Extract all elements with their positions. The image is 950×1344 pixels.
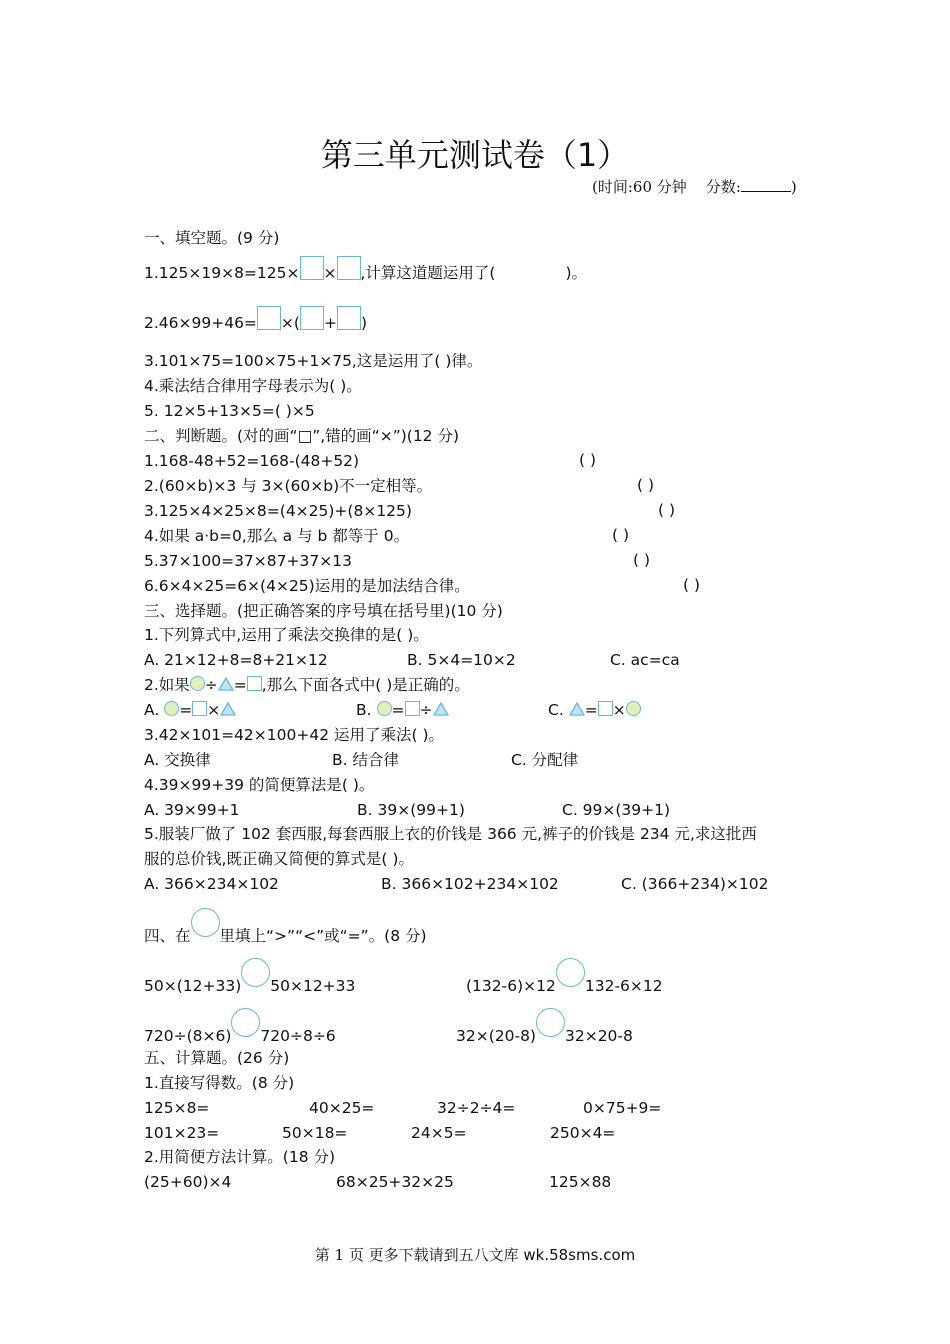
compare-left: (132-6)×12 — [466, 977, 556, 995]
square-shape-icon — [405, 701, 420, 716]
s1-q1-a: 1.125×19×8=125× — [144, 264, 300, 282]
triangle-shape-icon — [220, 702, 236, 716]
s1-q4: 4.乘法结合律用字母表示为( )。 — [144, 377, 362, 395]
calc-item: 125×8= — [144, 1099, 210, 1117]
close-paren: ) — [360, 314, 368, 332]
times-sign: × — [612, 701, 626, 719]
calc-item: 32÷2÷4= — [437, 1099, 516, 1117]
answer-paren: ( ) — [683, 576, 701, 594]
circle-shape-icon — [190, 676, 205, 691]
compare-circle — [556, 958, 585, 987]
s3-q3: 3.42×101=42×100+42 运用了乘法( )。 — [144, 726, 445, 744]
s1-q3: 3.101×75=100×75+1×75,这是运用了( )律。 — [144, 352, 483, 370]
s2-item: 6.6×4×25=6×(4×25)运用的是加法结合律。 — [144, 577, 470, 595]
times-paren: ×( — [280, 314, 300, 332]
opt-label: C. — [548, 701, 564, 719]
s3-q2-opt-b — [356, 700, 449, 720]
s2-item: 1.168-48+52=168-(48+52) — [144, 452, 360, 470]
eq-sign: = — [233, 676, 247, 694]
s3-q3-opt-a: A. 交换律 — [144, 751, 211, 769]
section1-heading: 一、填空题。(9 分) — [144, 229, 280, 247]
compare-right: 132-6×12 — [584, 977, 663, 995]
eq-sign: = — [584, 701, 598, 719]
s3-q2-a: 2.如果 — [144, 676, 190, 694]
s3-q1-opt-b: B. 5×4=10×2 — [407, 651, 516, 669]
compare-left: 32×(20-8) — [456, 1027, 536, 1045]
eq-sign: = — [179, 701, 193, 719]
triangle-shape-icon — [218, 677, 234, 691]
compare-item — [466, 958, 663, 996]
calc-item: 0×75+9= — [583, 1099, 662, 1117]
circle-shape-icon — [164, 701, 179, 716]
page-footer — [0, 1244, 950, 1265]
calc-item: 40×25= — [309, 1099, 375, 1117]
compare-right: 720÷8÷6 — [260, 1027, 336, 1045]
s3-q3-opt-c: C. 分配律 — [511, 751, 579, 769]
opt-label: B. — [356, 701, 372, 719]
section3-heading: 三、选择题。(把正确答案的序号填在括号里)(10 分) — [144, 602, 503, 620]
compare-item — [456, 1008, 633, 1046]
eq-sign: = — [391, 701, 405, 719]
calc-item: 50×18= — [282, 1124, 348, 1142]
s2-item: 3.125×4×25×8=(4×25)+(8×125) — [144, 502, 412, 520]
triangle-shape-icon — [433, 702, 449, 716]
s3-q2-opt-a — [144, 700, 236, 720]
times-sign: × — [207, 701, 221, 719]
calc-item: 101×23= — [144, 1124, 220, 1142]
calc-item: 250×4= — [550, 1124, 616, 1142]
compare-circle — [231, 1008, 260, 1037]
s3-q4-opt-b: B. 39×(99+1) — [357, 801, 465, 819]
s1-q2 — [144, 306, 367, 333]
compare-right: 32×20-8 — [564, 1027, 633, 1045]
opt-label: A. — [144, 701, 160, 719]
div-sign: ÷ — [419, 701, 433, 719]
times-sign: × — [323, 264, 337, 282]
s2-item: 4.如果 a·b=0,那么 a 与 b 都等于 0。 — [144, 527, 410, 545]
compare-left: 50×(12+33) — [144, 977, 242, 995]
s3-q1-opt-a: A. 21×12+8=8+21×12 — [144, 651, 328, 669]
answer-paren: ( ) — [658, 501, 676, 519]
compare-item — [144, 1008, 336, 1046]
footer-page: 第 1 页 更多下载请到五八文库 — [314, 1246, 524, 1264]
square-box — [300, 306, 324, 330]
s5-sub2: 2.用简便方法计算。(18 分) — [144, 1148, 336, 1166]
page-title: 第三单元测试卷（1） — [320, 136, 630, 174]
s1-q5: 5. 12×5+13×5=( )×5 — [144, 402, 315, 420]
section5-heading: 五、计算题。(26 分) — [144, 1049, 290, 1067]
calc-item: 125×88 — [549, 1173, 612, 1191]
s5-sub1: 1.直接写得数。(8 分) — [144, 1074, 295, 1092]
s3-q4-opt-c: C. 99×(39+1) — [562, 801, 671, 819]
answer-paren: ( ) — [637, 476, 655, 494]
plus-sign: + — [323, 314, 337, 332]
s3-q5-opt-c: C. (366+234)×102 — [621, 875, 769, 893]
calc-item: 24×5= — [411, 1124, 467, 1142]
s3-q2 — [144, 675, 470, 695]
s3-q1-opt-c: C. ac=ca — [610, 651, 680, 669]
compare-left: 720÷(8×6) — [144, 1027, 232, 1045]
s3-q2-b: ,那么下面各式中( )是正确的。 — [261, 676, 470, 694]
s3-q5-opt-a: A. 366×234×102 — [144, 875, 279, 893]
square-shape-icon — [247, 676, 262, 691]
s3-q1: 1.下列算式中,运用了乘法交换律的是( )。 — [144, 626, 429, 644]
s3-q3-opt-b: B. 结合律 — [332, 751, 399, 769]
section2-heading: 二、判断题。(对的画“□”,错的画“×”)(12 分) — [144, 427, 460, 445]
circle-shape-icon — [626, 701, 641, 716]
s3-q4-opt-a: A. 39×99+1 — [144, 801, 240, 819]
s4-heading-b: 里填上“>”“<”或“=”。(8 分) — [219, 927, 427, 945]
s4-heading-a: 四、在 — [144, 927, 191, 945]
div-sign: ÷ — [204, 676, 218, 694]
footer-site-link[interactable]: wk.58sms.com — [523, 1246, 636, 1264]
square-box — [257, 306, 281, 330]
s2-item: 2.(60×b)×3 与 3×(60×b)不一定相等。 — [144, 477, 433, 495]
answer-paren: ( ) — [612, 526, 630, 544]
score-blank — [741, 177, 791, 192]
time-score-line — [592, 176, 797, 197]
s1-q2-a: 2.46×99+46= — [144, 314, 257, 332]
square-box — [337, 256, 361, 280]
compare-circle — [191, 908, 220, 937]
s3-q4: 4.39×99+39 的简便算法是( )。 — [144, 776, 375, 794]
calc-item: (25+60)×4 — [144, 1173, 232, 1191]
triangle-shape-icon — [569, 702, 585, 716]
score-label: 分数: — [705, 178, 741, 196]
s3-q5-line2: 服的总价钱,既正确又简便的算式是( )。 — [144, 850, 414, 868]
compare-circle — [241, 958, 270, 987]
s1-q1-c: )。 — [565, 264, 588, 282]
s2-item: 5.37×100=37×87+37×13 — [144, 552, 352, 570]
square-box — [300, 256, 324, 280]
s3-q5-opt-b: B. 366×102+234×102 — [381, 875, 559, 893]
s1-q1 — [144, 256, 587, 283]
s1-q1-b: ,计算这道题运用了( — [360, 264, 496, 282]
square-shape-icon — [192, 701, 207, 716]
time-close: ) — [790, 178, 797, 196]
compare-item — [144, 958, 355, 996]
section4-heading — [144, 908, 427, 946]
answer-paren: ( ) — [633, 551, 651, 569]
square-box — [337, 306, 361, 330]
time-label: (时间:60 分钟 — [592, 178, 687, 196]
s3-q5-line1: 5.服装厂做了 102 套西服,每套西服上衣的价钱是 366 元,裤子的价钱是 234 元,求这批西 — [144, 825, 757, 843]
answer-paren: ( ) — [579, 451, 597, 469]
calc-item: 68×25+32×25 — [336, 1173, 454, 1191]
compare-circle — [536, 1008, 565, 1037]
compare-right: 50×12+33 — [270, 977, 356, 995]
s3-q2-opt-c — [548, 700, 641, 720]
square-shape-icon — [598, 701, 613, 716]
circle-shape-icon — [377, 701, 392, 716]
